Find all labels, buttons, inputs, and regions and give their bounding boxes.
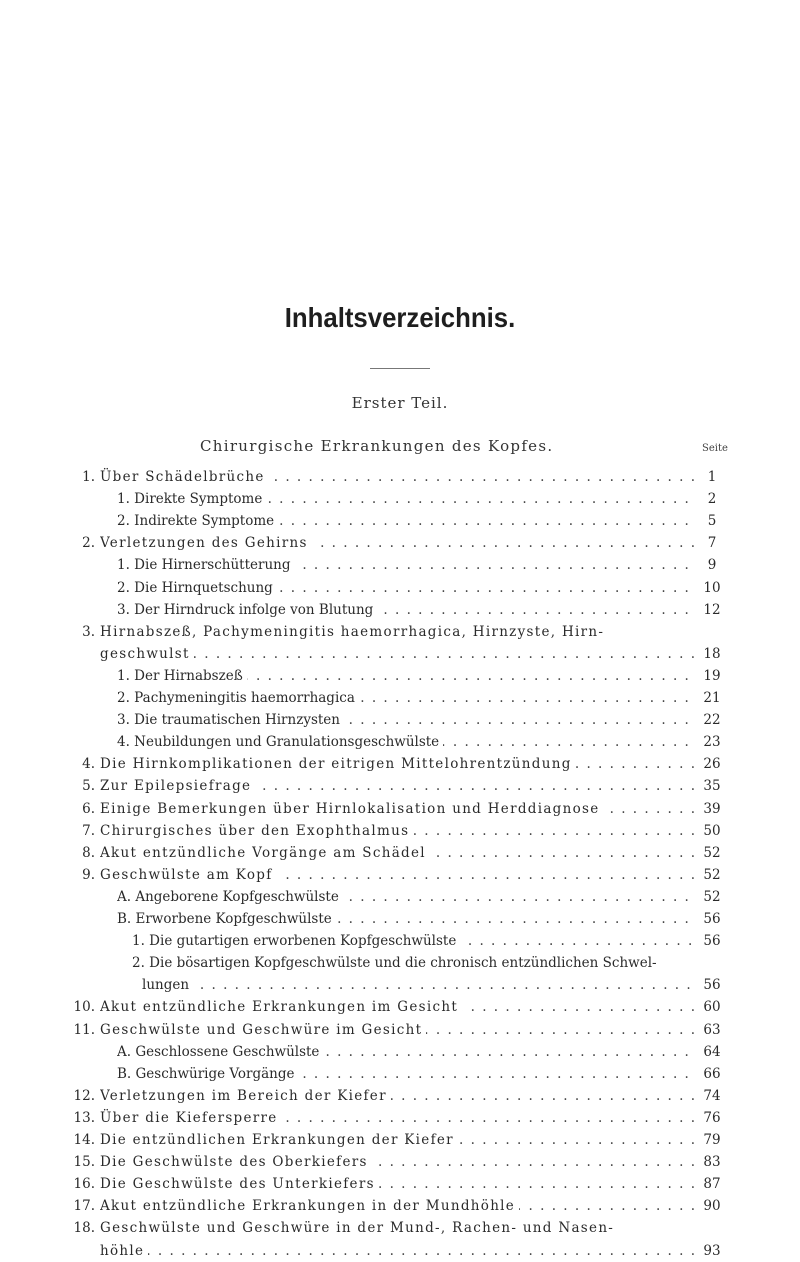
entry-title: Über Schädelbrüche — [100, 469, 269, 485]
entry-number: 4. — [82, 756, 95, 773]
page-column-header: Seite — [702, 443, 728, 454]
toc-entry — [0, 996, 800, 1018]
title-divider — [370, 368, 430, 369]
entry-number: 17. — [73, 1198, 95, 1215]
entry-page-number: 10 — [703, 579, 721, 596]
toc-entry — [0, 665, 800, 687]
toc-entry — [0, 554, 800, 576]
entry-number: 9. — [82, 866, 95, 883]
entry-page-number: 21 — [703, 690, 721, 706]
entry-title: 2. Die Hirnquetschung — [117, 580, 277, 596]
chapter-heading: Chirurgische Erkrankungen des Kopfes. — [200, 437, 554, 455]
entry-title: Akut entzündliche Erkrankungen im Gesicht — [100, 999, 462, 1015]
entry-title: 1. Die Hirnerschütterung — [117, 557, 294, 573]
entry-number: 15. — [73, 1154, 95, 1171]
entry-title: 1. Der Hirnabszeß — [117, 668, 247, 684]
entry-title: höhle — [100, 1243, 148, 1259]
entry-number: 18. — [73, 1220, 95, 1237]
entry-number: 1. — [82, 469, 95, 485]
entry-number: 3. — [82, 623, 95, 640]
entry-page-number: 52 — [703, 844, 721, 861]
toc-entry — [0, 1173, 800, 1195]
entry-title: Geschwülste am Kopf — [100, 867, 277, 883]
entry-title: Die Geschwülste des Unterkiefers — [100, 1176, 379, 1192]
entry-page-number: 35 — [703, 778, 721, 795]
entry-page-number: 64 — [703, 1043, 721, 1060]
entry-title: A. Geschlossene Geschwülste — [117, 1044, 323, 1060]
entry-title: Akut entzündliche Vorgänge am Schädel — [100, 845, 430, 861]
entry-title: B. Geschwürige Vorgänge — [117, 1066, 299, 1082]
entry-page-number: 93 — [703, 1242, 721, 1259]
entry-page-number: 26 — [703, 756, 721, 773]
toc-entry — [0, 1107, 800, 1129]
entry-page-number: 76 — [703, 1109, 721, 1126]
entry-page-number: 56 — [703, 911, 721, 927]
toc-entry — [0, 510, 800, 532]
entry-page-number: 2 — [707, 491, 717, 508]
entry-title: 1. Direkte Symptome — [117, 491, 266, 507]
entry-title: 2. Indirekte Symptome — [117, 513, 278, 529]
entry-number: 8. — [82, 844, 95, 861]
entry-page-number: 90 — [703, 1198, 721, 1215]
entry-title: 4. Neubildungen und Granulationsgeschwülste — [117, 734, 443, 750]
entry-page-number: 1 — [707, 469, 717, 485]
entry-page-number: 50 — [703, 822, 721, 839]
entry-title: Chirurgisches über den Exophthalmus — [100, 823, 413, 839]
entry-page-number: 79 — [703, 1132, 721, 1148]
toc-entry — [0, 1063, 800, 1085]
toc-entry — [0, 1151, 800, 1173]
entry-title: Die Hirnkomplikationen der eitrigen Mittelohrentzündung — [100, 756, 576, 772]
toc-entry — [0, 930, 800, 952]
toc-entry — [0, 1217, 800, 1239]
toc-entry — [0, 466, 800, 488]
toc-entry — [0, 798, 800, 820]
toc-entry — [0, 820, 800, 842]
toc-entry — [0, 621, 800, 643]
entry-number: 6. — [82, 800, 95, 817]
toc-entry — [0, 687, 800, 709]
entry-page-number: 63 — [703, 1021, 721, 1038]
entry-title: 3. Der Hirndruck infolge von Blutung — [117, 602, 377, 618]
toc-entry — [0, 731, 800, 753]
entry-page-number: 39 — [703, 800, 721, 817]
entry-title: 3. Die traumatischen Hirnzysten — [117, 712, 344, 728]
entry-number: 10. — [73, 999, 95, 1016]
entry-page-number: 22 — [703, 712, 721, 729]
toc-entry — [0, 974, 800, 996]
entry-number: 16. — [73, 1176, 95, 1193]
entry-title: Über die Kiefersperre — [100, 1110, 282, 1126]
page-title: Inhaltsverzeichnis. — [284, 302, 516, 333]
entry-title: Zur Epilepsiefrage — [100, 778, 255, 794]
entry-page-number: 56 — [703, 977, 721, 994]
toc-entry — [0, 577, 800, 599]
entry-title: B. Erworbene Kopfgeschwülste — [117, 911, 336, 927]
toc-entry — [0, 1195, 800, 1217]
toc-entry — [0, 842, 800, 864]
entry-title: Hirnabszeß, Pachymeningitis haemorrhagica, Hirnzyste, Hirn- — [100, 624, 608, 640]
entry-title: 1. Die gutartigen erworbenen Kopfgeschwülste — [132, 933, 460, 949]
entry-number: 14. — [73, 1132, 95, 1148]
part-heading: Erster Teil. — [351, 394, 449, 412]
toc-entry — [0, 1041, 800, 1063]
toc-entry — [0, 599, 800, 621]
toc-entry — [0, 775, 800, 797]
toc-entry — [0, 1085, 800, 1107]
toc-entry — [0, 864, 800, 886]
entry-number: 13. — [73, 1109, 95, 1126]
entry-page-number: 74 — [703, 1087, 721, 1104]
entry-number: 12. — [73, 1087, 95, 1104]
entry-page-number: 60 — [703, 999, 721, 1016]
entry-number: 7. — [82, 822, 95, 839]
entry-page-number: 23 — [703, 734, 721, 751]
toc-entry — [0, 1129, 800, 1151]
entry-title: A. Angeborene Kopfgeschwülste — [117, 889, 343, 905]
entry-page-number: 5 — [707, 513, 717, 530]
toc-entry — [0, 952, 800, 974]
entry-page-number: 56 — [703, 933, 721, 950]
entry-page-number: 83 — [703, 1154, 721, 1171]
entry-title: Geschwülste und Geschwüre im Gesicht — [100, 1022, 426, 1038]
entry-title: Einige Bemerkungen über Hirnlokalisation und Herddiagnose — [100, 801, 604, 817]
entry-page-number: 18 — [703, 645, 721, 662]
entry-number: 2. — [82, 535, 95, 552]
entry-page-number: 66 — [703, 1065, 721, 1082]
entry-page-number: 9 — [707, 557, 717, 574]
entry-page-number: 87 — [703, 1176, 721, 1193]
entry-page-number: 19 — [703, 667, 721, 684]
entry-page-number: 52 — [703, 866, 721, 883]
toc-entry — [0, 1240, 800, 1262]
entry-number: 5. — [82, 778, 95, 795]
entry-page-number: 7 — [707, 535, 717, 552]
entry-title: 2. Die bösartigen Kopfgeschwülste und die chronisch entzündlichen Schwel- — [132, 955, 661, 971]
toc-entry — [0, 643, 800, 665]
entry-title: Geschwülste und Geschwüre in der Mund-, Rachen- und Nasen- — [100, 1220, 618, 1236]
toc-entry — [0, 488, 800, 510]
entry-number: 11. — [73, 1021, 95, 1038]
toc-entry — [0, 886, 800, 908]
entry-title: Akut entzündliche Erkrankungen in der Mundhöhle — [100, 1198, 519, 1214]
toc-entry — [0, 709, 800, 731]
toc-entry — [0, 753, 800, 775]
toc-entry — [0, 908, 800, 930]
toc-entry — [0, 532, 800, 554]
entry-title: geschwulst — [100, 646, 194, 662]
entry-title: 2. Pachymeningitis haemorrhagica — [117, 690, 359, 706]
entry-title: Die Geschwülste des Oberkiefers — [100, 1154, 372, 1170]
entry-title: Die entzündlichen Erkrankungen der Kiefer — [100, 1132, 458, 1148]
entry-title: Verletzungen des Gehirns — [100, 535, 312, 551]
entry-page-number: 52 — [703, 888, 721, 905]
entry-page-number: 12 — [703, 601, 721, 618]
entry-title: Verletzungen im Bereich der Kiefer — [100, 1088, 391, 1104]
entry-title: lungen — [142, 977, 193, 993]
toc-entry — [0, 1019, 800, 1041]
